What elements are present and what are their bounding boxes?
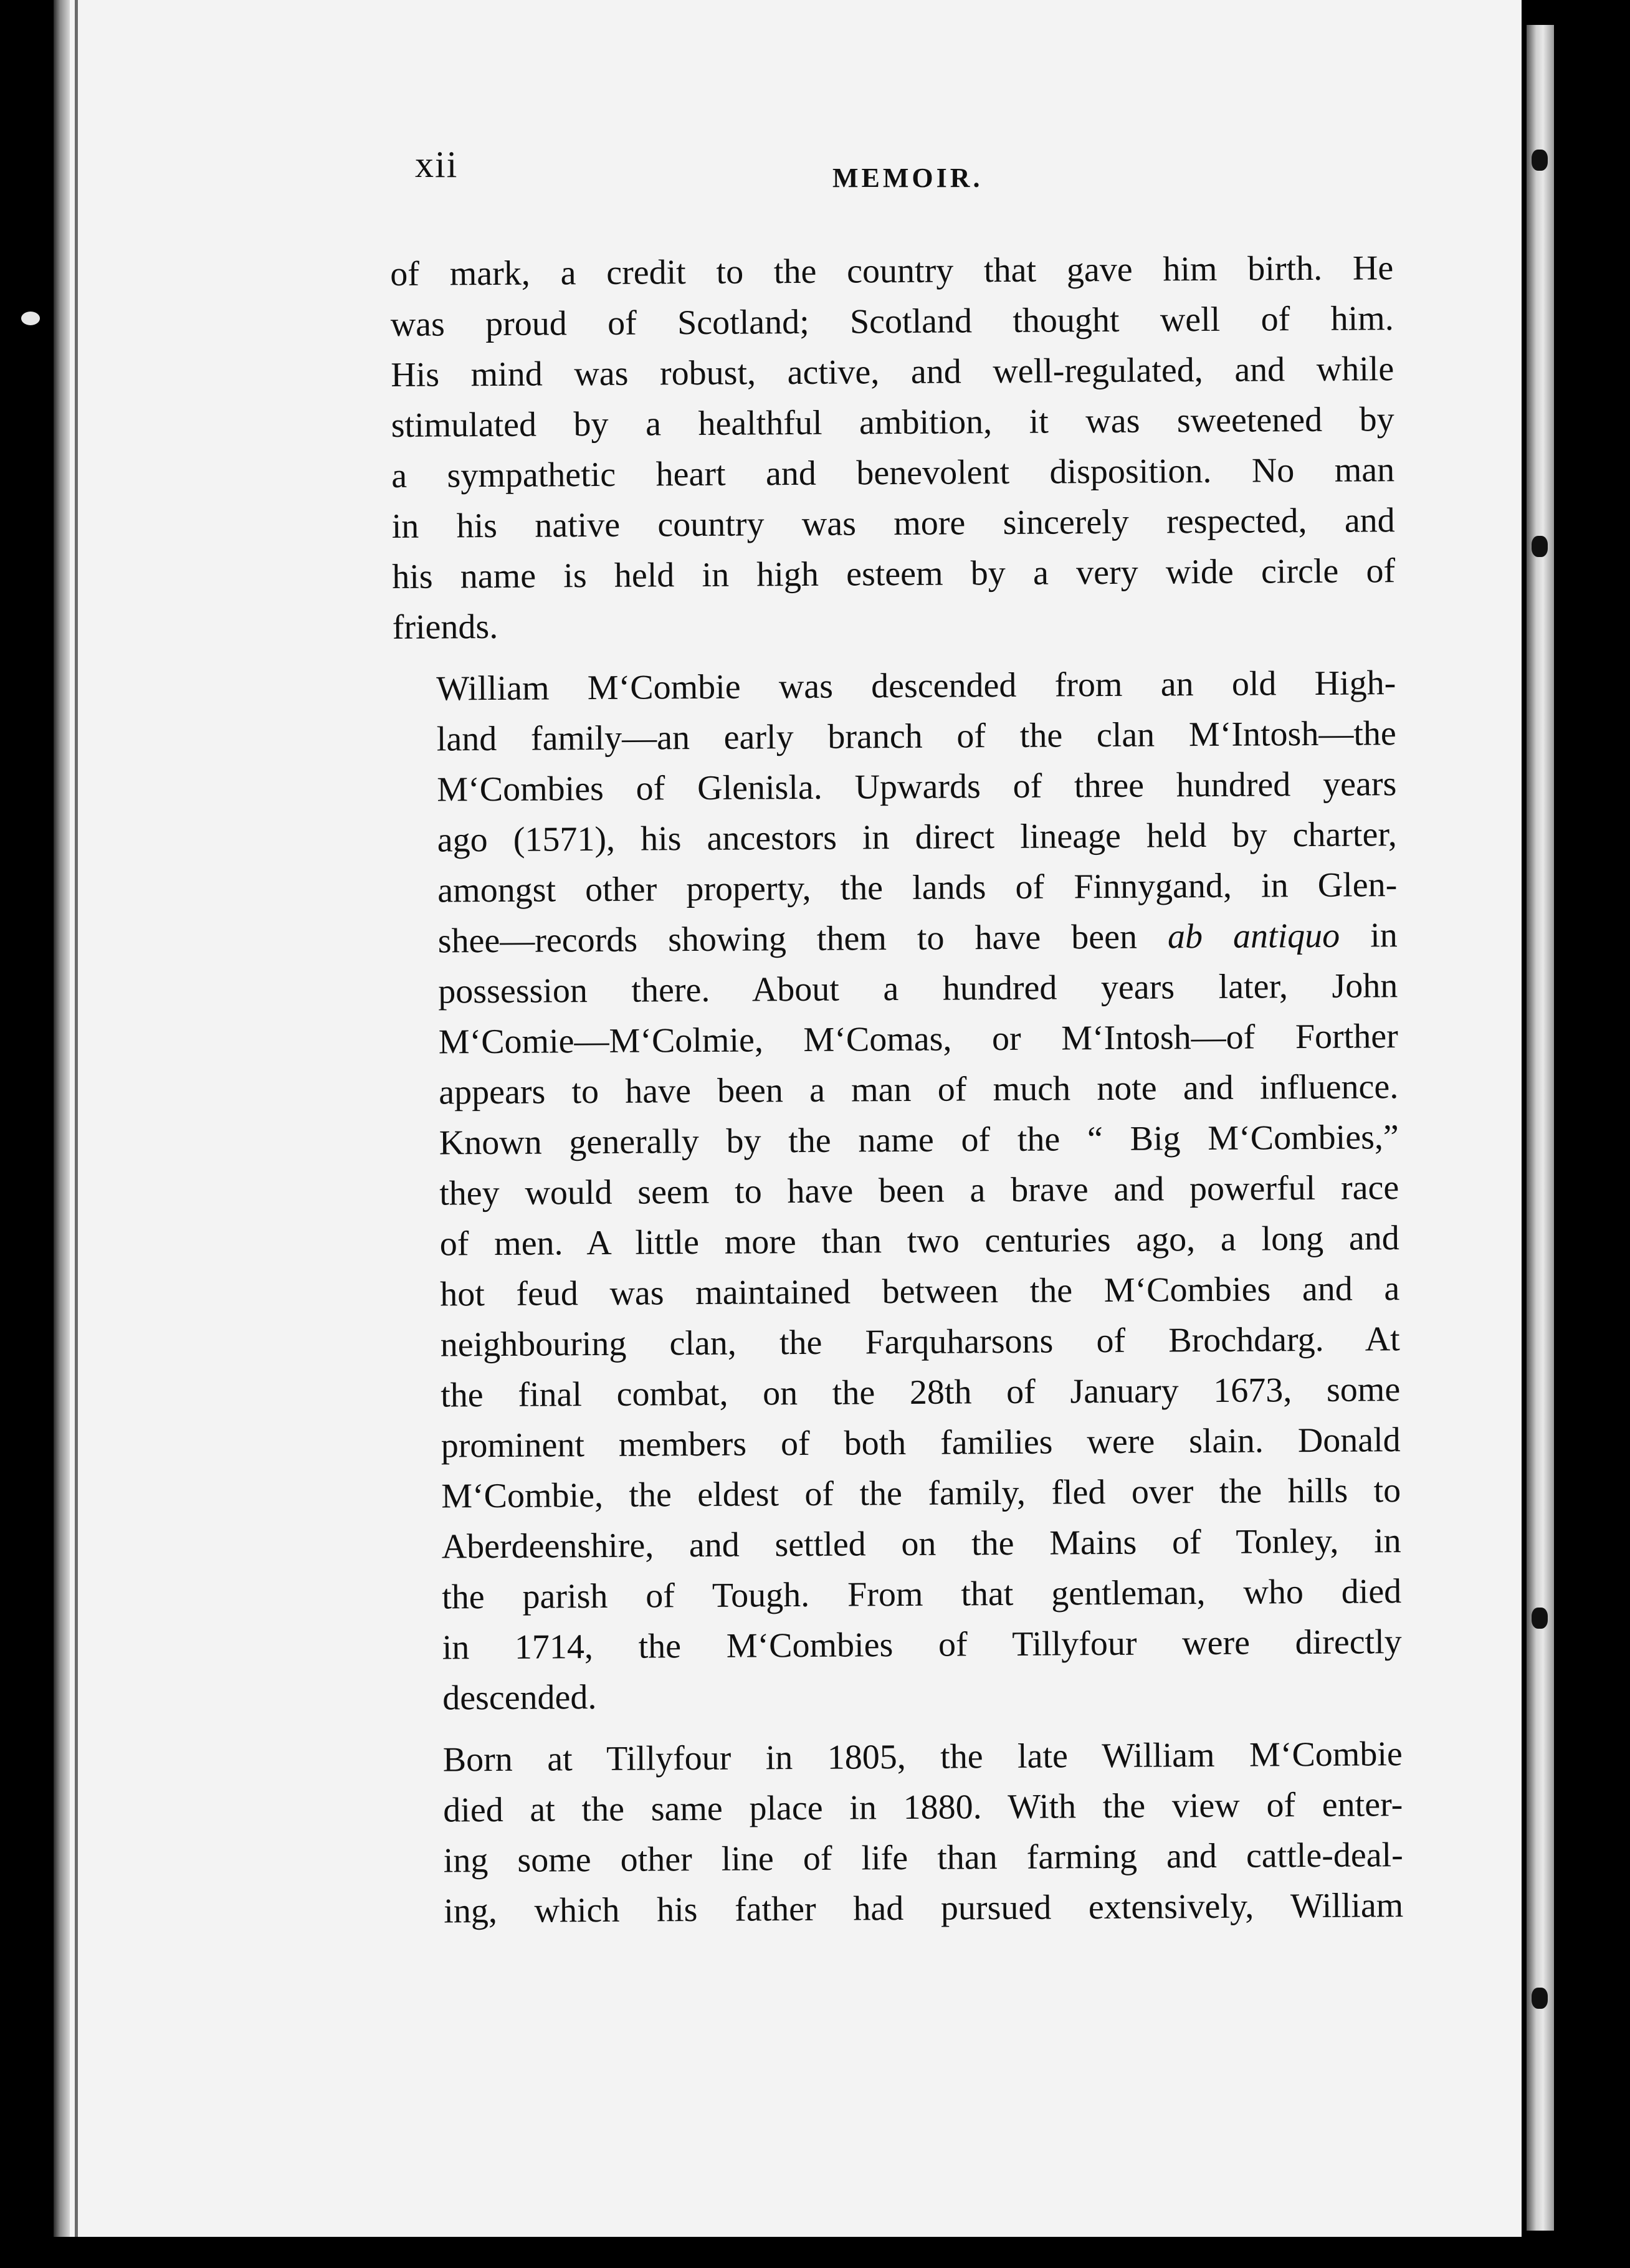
- text-line: of mark, a credit to the country that gave him birth. He: [390, 249, 1394, 293]
- text-line: M‘Combies of Glenisla. Upwards of three hundred years: [437, 765, 1397, 809]
- binding-mark: [1532, 150, 1548, 171]
- page-number: xii: [415, 144, 459, 185]
- body-text: [390, 243, 1404, 1937]
- text-line: amongst other property, the lands of Finnygand, in Glen-: [437, 865, 1398, 910]
- text-line: His mind was robust, active, and well-regulated, and while: [391, 350, 1394, 394]
- text-line: Known generally by the name of the “ Big M‘Combies,”: [439, 1118, 1399, 1163]
- text-line: of men. A little more than two centuries ago, a long and: [439, 1219, 1399, 1264]
- text-line: descended.: [442, 1678, 597, 1718]
- text-line: was proud of Scotland; Scotland thought well of him.: [390, 299, 1394, 344]
- text-line: his name is held in high esteem by a very wide circle of: [392, 551, 1396, 596]
- binding-mark: [1532, 1608, 1548, 1629]
- text-line: land family—an early branch of the clan M‘Intosh—the: [436, 714, 1396, 759]
- binding-mark: [1532, 536, 1548, 557]
- text-line: friends.: [392, 607, 498, 647]
- text-line: ing some other line of life than farming and cattle-deal-: [443, 1836, 1403, 1880]
- text-line: William M‘Combie was descended from an old High-: [436, 664, 1396, 708]
- text-line: Aberdeenshire, and settled on the Mains of Tonley, in: [441, 1522, 1401, 1566]
- gutter-rule: [75, 0, 78, 2237]
- paragraph-1: [390, 243, 1396, 653]
- text-line: stimulated by a healthful ambition, it was sweetened by: [391, 400, 1394, 445]
- text-line: in 1714, the M‘Combies of Tillyfour were directly: [442, 1622, 1402, 1667]
- text-line: they would seem to have been a brave and powerful race: [439, 1168, 1399, 1213]
- text-line: died at the same place in 1880. With the view of enter-: [443, 1785, 1403, 1830]
- text-line: appears to have been a man of much note and influence.: [439, 1067, 1399, 1112]
- text-line: ago (1571), his ancestors in direct lineage held by charter,: [437, 815, 1397, 860]
- line-start: shee—records showing them to have been: [437, 917, 1138, 961]
- line-end: in: [1370, 916, 1398, 955]
- text-line: prominent members of both families were slain. Donald: [441, 1421, 1401, 1465]
- book-page: [54, 0, 1574, 2237]
- binding-mark: [1532, 1988, 1548, 2009]
- text-line: hot feud was maintained between the M‘Combies and a: [440, 1269, 1400, 1314]
- text-line: the final combat, on the 28th of January 1673, some: [441, 1370, 1401, 1415]
- page-gutter-edge: [54, 0, 70, 2237]
- italic-phrase: ab antiquo: [1167, 916, 1340, 956]
- paragraph-3: [399, 1729, 1404, 1937]
- text-line: a sympathetic heart and benevolent disposition. No man: [391, 450, 1395, 495]
- text-line: neighbouring clan, the Farquharsons of Brochdarg. At: [440, 1320, 1400, 1365]
- running-head: MEMOIR.: [832, 163, 983, 193]
- text-line-with-italic: [394, 910, 1398, 967]
- text-line: ing, which his father had pursued extensively, William: [444, 1886, 1404, 1931]
- paragraph-2: [393, 658, 1402, 1724]
- binding-strip: [1527, 25, 1554, 2231]
- scan-margin-bottom: [0, 2237, 1630, 2268]
- scan-speck: [21, 312, 40, 325]
- text-line: possession there. About a hundred years later, John: [438, 966, 1398, 1011]
- text-line: in his native country was more sincerely respected, and: [391, 501, 1395, 546]
- text-line: Born at Tillyfour in 1805, the late William M‘Combie: [442, 1735, 1403, 1780]
- text-line: the parish of Tough. From that gentleman, who died: [442, 1572, 1402, 1617]
- text-line: M‘Combie, the eldest of the family, fled over the hills to: [441, 1471, 1401, 1516]
- text-line: M‘Comie—M‘Colmie, M‘Comas, or M‘Intosh—of Forther: [438, 1017, 1398, 1062]
